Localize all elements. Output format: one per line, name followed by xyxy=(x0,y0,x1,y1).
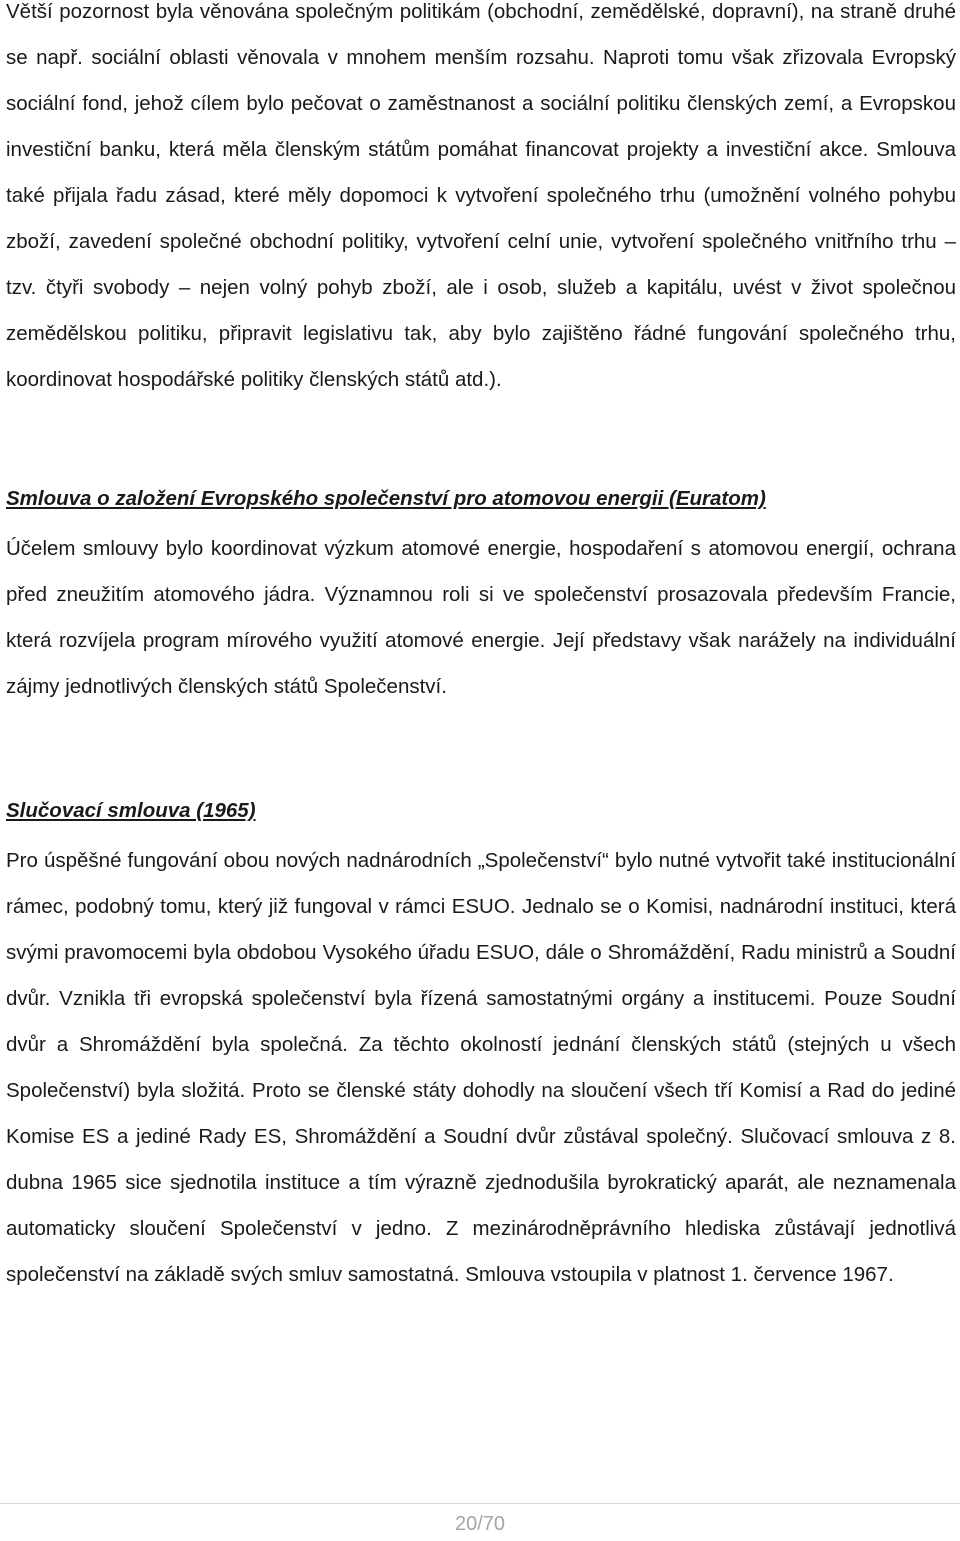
page-number: 20/70 xyxy=(454,1513,506,1535)
footer-divider xyxy=(0,1503,960,1504)
paragraph-euratom: Účelem smlouvy bylo koordinovat výzkum atomové energie, hospodaření s atomovou energií, ochrana před zneužitím atomového jádra. Významnou roli si ve společenství prosazovala především Francie, která rozvíjela program mírového využití atomové energie. Její představy však narážely na individuální zájmy jednotlivých členských států Společenství. xyxy=(6,537,956,698)
paragraph-merger-treaty: Pro úspěšné fungování obou nových nadnárodních „Společenství“ bylo nutné vytvořit také institucionální rámec, podobný tomu, který již fungoval v rámci ESUO. Jednalo se o Komisi, nadnárodní instituci, která svými pravomocemi byla obdobou Vysokého úřadu ESUO, dále o Shromáždění, Radu ministrů a Soudní dvůr. Vznikla tři evropská společenství byla řízená samostatnými orgány a institucemi. Pouze Soudní dvůr a Shromáždění byla společná. Za těchto okolností jednání členských států (stejných u všech Společenství) byla složitá. Proto se členské státy dohodly na sloučení všech tří Komisí a Rad do jediné Komise ES a jediné Rady ES, Shromáždění a Soudní dvůr zůstával společný. Slučovací smlouva z 8. dubna 1965 sice sjednotila instituce a tím výrazně zjednodušila byrokratický aparát, ale neznamenala automaticky sloučení Společenství v jedno. Z mezinárodněprávního hlediska zůstávají jednotlivá společenství na základě svých smluv samostatná. Smlouva vstoupila v platnost 1. července 1967. xyxy=(6,849,956,1286)
paragraph-common-policies: Větší pozornost byla věnována společným politikám (obchodní, zemědělské, dopravní), na straně druhé se např. sociální oblasti věnovala v mnohem menším rozsahu. Naproti tomu však zřizovala Evropský sociální fond, jehož cílem bylo pečovat o zaměstnanost a sociální politiku členských zemí, a Evropskou investiční banku, která měla členským státům pomáhat financovat projekty a investiční akce. Smlouva také přijala řadu zásad, které měly dopomoci k vytvoření společného trhu (umožnění volného pohybu zboží, zavedení společné obchodní politiky, vytvoření celní unie, vytvoření společného vnitřního trhu – tzv. čtyři svobody – nejen volný pohyb zboží, ale i osob, služeb a kapitálu, uvést v život společnou zemědělskou politiku, připravit legislativu tak, aby bylo zajištěno řádné fungování společného trhu, koordinovat hospodářské politiky členských států atd.). xyxy=(6,0,956,391)
heading-merger-treaty: Slučovací smlouva (1965) xyxy=(6,799,256,822)
heading-euratom: Smlouva o založení Evropského společenství pro atomovou energii (Euratom) xyxy=(6,487,766,510)
